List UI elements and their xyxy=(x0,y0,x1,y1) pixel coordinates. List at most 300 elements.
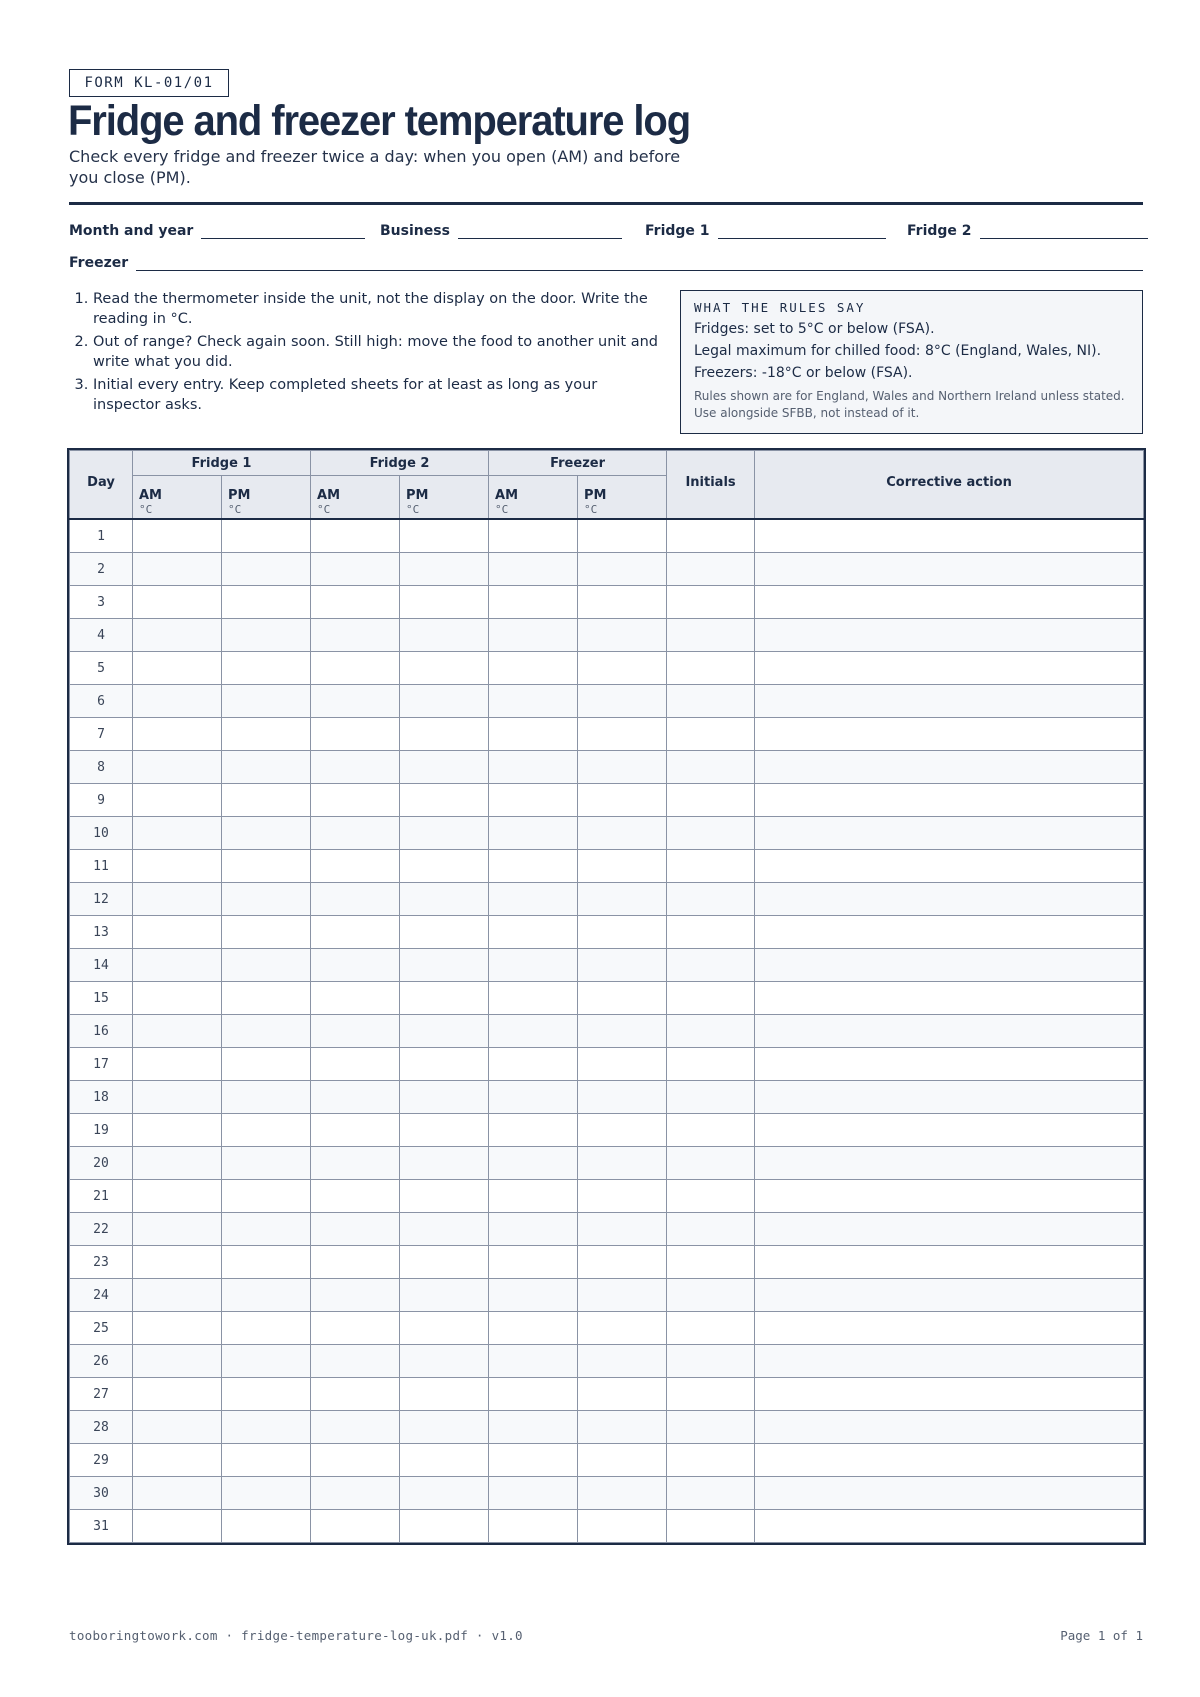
fridge2-pm-cell[interactable] xyxy=(400,1213,489,1246)
freezer-pm-cell[interactable] xyxy=(578,1114,667,1147)
corrective-action-cell[interactable] xyxy=(755,718,1144,751)
initials-cell[interactable] xyxy=(667,949,755,982)
fridge1-pm-cell[interactable] xyxy=(222,1180,311,1213)
fridge1-pm-cell[interactable] xyxy=(222,1378,311,1411)
fridge1-pm-cell[interactable] xyxy=(222,982,311,1015)
corrective-action-cell[interactable] xyxy=(755,1213,1144,1246)
freezer-am-cell[interactable] xyxy=(489,1114,578,1147)
fridge1-input-line[interactable] xyxy=(718,222,886,239)
fridge2-pm-cell[interactable] xyxy=(400,1246,489,1279)
freezer-am-cell[interactable] xyxy=(489,1246,578,1279)
day-number: 20 xyxy=(70,1147,133,1180)
fridge1-pm-cell[interactable] xyxy=(222,1246,311,1279)
initials-cell[interactable] xyxy=(667,751,755,784)
footer-source: tooboringtowork.com · fridge-temperature-log-uk.pdf · v1.0 xyxy=(69,1628,523,1643)
freezer-pm-cell[interactable] xyxy=(578,519,667,553)
fridge1-pm-cell[interactable] xyxy=(222,685,311,718)
fridge1-am-cell[interactable] xyxy=(133,1048,222,1081)
table-row xyxy=(70,1345,1144,1378)
fridge1-pm-cell[interactable] xyxy=(222,1147,311,1180)
freezer-am-cell[interactable] xyxy=(489,1180,578,1213)
initials-cell[interactable] xyxy=(667,586,755,619)
freezer-am-header xyxy=(489,476,578,520)
freezer-pm-cell[interactable] xyxy=(578,1378,667,1411)
fridge2-pm-cell[interactable] xyxy=(400,1048,489,1081)
corrective-action-cell[interactable] xyxy=(755,619,1144,652)
freezer-am-cell[interactable] xyxy=(489,1411,578,1444)
fridge1-pm-cell[interactable] xyxy=(222,883,311,916)
day-number: 8 xyxy=(70,751,133,784)
initials-cell[interactable] xyxy=(667,784,755,817)
fridge2-am-cell[interactable] xyxy=(311,784,400,817)
table-row xyxy=(70,817,1144,850)
fridge1-pm-cell[interactable] xyxy=(222,1477,311,1510)
corrective-action-cell[interactable] xyxy=(755,1378,1144,1411)
freezer-am-cell[interactable] xyxy=(489,1444,578,1477)
corrective-action-cell[interactable] xyxy=(755,1510,1144,1543)
fridge2-am-cell[interactable] xyxy=(311,619,400,652)
fridge1-am-cell[interactable] xyxy=(133,1279,222,1312)
fridge2-pm-cell[interactable] xyxy=(400,619,489,652)
initials-cell[interactable] xyxy=(667,817,755,850)
freezer-am-cell[interactable] xyxy=(489,1015,578,1048)
freezer-am-cell[interactable] xyxy=(489,784,578,817)
fridge2-am-cell[interactable] xyxy=(311,916,400,949)
month-year-input-line[interactable] xyxy=(201,222,365,239)
fridge2-am-cell[interactable] xyxy=(311,1048,400,1081)
fridge2-pm-cell[interactable] xyxy=(400,949,489,982)
freezer-pm-cell[interactable] xyxy=(578,817,667,850)
freezer-pm-cell[interactable] xyxy=(578,784,667,817)
fridge2-am-cell[interactable] xyxy=(311,1345,400,1378)
fridge1-am-cell[interactable] xyxy=(133,817,222,850)
freezer-pm-cell[interactable] xyxy=(578,619,667,652)
freezer-pm-cell[interactable] xyxy=(578,883,667,916)
freezer-pm-cell[interactable] xyxy=(578,553,667,586)
freezer-input-line[interactable] xyxy=(136,254,1143,271)
day-number: 4 xyxy=(70,619,133,652)
fridge1-pm-cell[interactable] xyxy=(222,949,311,982)
initials-cell[interactable] xyxy=(667,1279,755,1312)
fridge1-am-cell[interactable] xyxy=(133,1114,222,1147)
fridge2-pm-cell[interactable] xyxy=(400,586,489,619)
freezer-pm-cell[interactable] xyxy=(578,1180,667,1213)
freezer-field xyxy=(69,254,1143,271)
initials-column-header: Initials xyxy=(667,451,755,520)
fridge2-pm-header xyxy=(400,476,489,520)
rules-note: Rules shown are for England, Wales and Northern Ireland unless stated. Use alongside SFBB, not instead of it. xyxy=(694,389,1125,420)
day-number: 18 xyxy=(70,1081,133,1114)
initials-cell[interactable] xyxy=(667,1114,755,1147)
corrective-action-cell[interactable] xyxy=(755,1477,1144,1510)
fridge1-am-cell[interactable] xyxy=(133,982,222,1015)
fridge2-pm-cell[interactable] xyxy=(400,685,489,718)
freezer-am-cell[interactable] xyxy=(489,652,578,685)
corrective-action-cell[interactable] xyxy=(755,519,1144,553)
initials-cell[interactable] xyxy=(667,619,755,652)
table-row xyxy=(70,1114,1144,1147)
initials-cell[interactable] xyxy=(667,652,755,685)
corrective-action-cell[interactable] xyxy=(755,1015,1144,1048)
corrective-action-cell[interactable] xyxy=(755,850,1144,883)
fridge1-pm-cell[interactable] xyxy=(222,850,311,883)
fridge1-pm-cell[interactable] xyxy=(222,652,311,685)
day-number: 25 xyxy=(70,1312,133,1345)
fridge2-pm-cell[interactable] xyxy=(400,1444,489,1477)
freezer-am-cell[interactable] xyxy=(489,1081,578,1114)
fridge2-am-cell[interactable] xyxy=(311,1180,400,1213)
fridge1-am-cell[interactable] xyxy=(133,1246,222,1279)
corrective-action-cell[interactable] xyxy=(755,685,1144,718)
fridge2-am-cell[interactable] xyxy=(311,1114,400,1147)
corrective-action-cell[interactable] xyxy=(755,553,1144,586)
fridge1-label: Fridge 1 xyxy=(645,223,710,239)
initials-cell[interactable] xyxy=(667,1444,755,1477)
table-row xyxy=(70,685,1144,718)
initials-cell[interactable] xyxy=(667,553,755,586)
fridge1-am-cell[interactable] xyxy=(133,784,222,817)
corrective-action-cell[interactable] xyxy=(755,1312,1144,1345)
freezer-pm-cell[interactable] xyxy=(578,1510,667,1543)
freezer-pm-cell[interactable] xyxy=(578,1081,667,1114)
fridge1-pm-cell[interactable] xyxy=(222,619,311,652)
freezer-am-cell[interactable] xyxy=(489,982,578,1015)
fridge2-pm-cell[interactable] xyxy=(400,1015,489,1048)
rules-line: Legal maximum for chilled food: 8°C (England, Wales, NI). xyxy=(694,343,1102,359)
freezer-pm-cell[interactable] xyxy=(578,1444,667,1477)
corrective-action-cell[interactable] xyxy=(755,1114,1144,1147)
fridge1-pm-cell[interactable] xyxy=(222,1444,311,1477)
fridge1-am-cell[interactable] xyxy=(133,685,222,718)
initials-cell[interactable] xyxy=(667,1510,755,1543)
fridge2-pm-cell[interactable] xyxy=(400,751,489,784)
fridge2-am-cell[interactable] xyxy=(311,1411,400,1444)
freezer-pm-cell[interactable] xyxy=(578,1477,667,1510)
fridge1-pm-cell[interactable] xyxy=(222,1279,311,1312)
fridge2-pm-cell[interactable] xyxy=(400,1081,489,1114)
fridge1-am-cell[interactable] xyxy=(133,751,222,784)
day-number: 7 xyxy=(70,718,133,751)
corrective-action-cell[interactable] xyxy=(755,1180,1144,1213)
fridge2-am-cell[interactable] xyxy=(311,652,400,685)
fridge2-am-cell[interactable] xyxy=(311,751,400,784)
freezer-pm-cell[interactable] xyxy=(578,1279,667,1312)
fridge1-am-cell[interactable] xyxy=(133,1180,222,1213)
initials-cell[interactable] xyxy=(667,916,755,949)
fridge1-pm-cell[interactable] xyxy=(222,586,311,619)
fridge1-am-cell[interactable] xyxy=(133,553,222,586)
fridge2-am-cell[interactable] xyxy=(311,1015,400,1048)
table-row xyxy=(70,519,1144,553)
initials-cell[interactable] xyxy=(667,1213,755,1246)
fridge2-am-cell[interactable] xyxy=(311,883,400,916)
fridge2-pm-cell[interactable] xyxy=(400,1378,489,1411)
fridge2-pm-cell[interactable] xyxy=(400,1114,489,1147)
initials-cell[interactable] xyxy=(667,1378,755,1411)
fridge2-pm-cell[interactable] xyxy=(400,916,489,949)
freezer-pm-cell[interactable] xyxy=(578,1147,667,1180)
corrective-action-cell[interactable] xyxy=(755,817,1144,850)
freezer-am-cell[interactable] xyxy=(489,1048,578,1081)
fridge2-am-cell[interactable] xyxy=(311,519,400,553)
fridge1-am-cell[interactable] xyxy=(133,1345,222,1378)
corrective-action-cell[interactable] xyxy=(755,586,1144,619)
fridge1-pm-cell[interactable] xyxy=(222,1411,311,1444)
fridge2-am-cell[interactable] xyxy=(311,1279,400,1312)
day-number: 3 xyxy=(70,586,133,619)
freezer-pm-cell[interactable] xyxy=(578,850,667,883)
fridge1-am-cell[interactable] xyxy=(133,718,222,751)
fridge2-pm-cell[interactable] xyxy=(400,1345,489,1378)
fridge1-pm-cell[interactable] xyxy=(222,1081,311,1114)
fridge1-am-cell[interactable] xyxy=(133,586,222,619)
initials-cell[interactable] xyxy=(667,1180,755,1213)
freezer-pm-cell[interactable] xyxy=(578,751,667,784)
day-number: 31 xyxy=(70,1510,133,1543)
fridge1-am-cell[interactable] xyxy=(133,1213,222,1246)
fridge1-pm-cell[interactable] xyxy=(222,817,311,850)
day-number: 13 xyxy=(70,916,133,949)
freezer-pm-cell[interactable] xyxy=(578,916,667,949)
freezer-pm-cell[interactable] xyxy=(578,586,667,619)
freezer-am-cell[interactable] xyxy=(489,553,578,586)
fridge2-am-cell[interactable] xyxy=(311,949,400,982)
corrective-action-cell[interactable] xyxy=(755,883,1144,916)
fridge2-pm-cell[interactable] xyxy=(400,718,489,751)
freezer-am-cell[interactable] xyxy=(489,817,578,850)
table-row xyxy=(70,850,1144,883)
fridge2-pm-cell[interactable] xyxy=(400,850,489,883)
corrective-action-cell[interactable] xyxy=(755,1246,1144,1279)
freezer-am-cell[interactable] xyxy=(489,519,578,553)
fridge1-am-cell[interactable] xyxy=(133,1411,222,1444)
fridge2-pm-cell[interactable] xyxy=(400,1477,489,1510)
fridge2-pm-cell[interactable] xyxy=(400,1411,489,1444)
instruction-item: 2. Out of range? Check again soon. Still high: move the food to another unit and write what you did. xyxy=(93,332,669,372)
fridge2-am-cell[interactable] xyxy=(311,718,400,751)
freezer-pm-cell[interactable] xyxy=(578,949,667,982)
freezer-pm-cell[interactable] xyxy=(578,1411,667,1444)
initials-cell[interactable] xyxy=(667,1048,755,1081)
fridge1-pm-cell[interactable] xyxy=(222,1345,311,1378)
freezer-pm-cell[interactable] xyxy=(578,1048,667,1081)
fridge1-pm-cell[interactable] xyxy=(222,718,311,751)
corrective-action-cell[interactable] xyxy=(755,1147,1144,1180)
fridge1-pm-cell[interactable] xyxy=(222,1213,311,1246)
fridge1-am-cell[interactable] xyxy=(133,850,222,883)
corrective-action-cell[interactable] xyxy=(755,1345,1144,1378)
initials-cell[interactable] xyxy=(667,1477,755,1510)
freezer-am-cell[interactable] xyxy=(489,586,578,619)
fridge1-pm-cell[interactable] xyxy=(222,1510,311,1543)
corrective-action-cell[interactable] xyxy=(755,982,1144,1015)
fridge1-am-cell[interactable] xyxy=(133,1477,222,1510)
freezer-am-cell[interactable] xyxy=(489,1213,578,1246)
fridge1-am-cell[interactable] xyxy=(133,1510,222,1543)
freezer-am-cell[interactable] xyxy=(489,1312,578,1345)
fridge2-pm-cell[interactable] xyxy=(400,817,489,850)
day-number: 6 xyxy=(70,685,133,718)
table-row xyxy=(70,982,1144,1015)
fridge2-pm-cell[interactable] xyxy=(400,1147,489,1180)
fridge2-pm-cell[interactable] xyxy=(400,883,489,916)
fridge1-pm-cell[interactable] xyxy=(222,1048,311,1081)
fridge1-pm-cell[interactable] xyxy=(222,519,311,553)
fridge2-am-cell[interactable] xyxy=(311,1081,400,1114)
pm-label: PM xyxy=(584,488,607,503)
fridge2-pm-cell[interactable] xyxy=(400,652,489,685)
fridge1-pm-cell[interactable] xyxy=(222,916,311,949)
corrective-action-cell[interactable] xyxy=(755,1048,1144,1081)
fridge2-pm-cell[interactable] xyxy=(400,519,489,553)
fridge1-pm-cell[interactable] xyxy=(222,553,311,586)
fridge1-am-cell[interactable] xyxy=(133,1081,222,1114)
table-row xyxy=(70,718,1144,751)
page-subtitle: Check every fridge and freezer twice a day: when you open (AM) and before you close (PM). xyxy=(69,147,681,187)
fridge2-am-cell[interactable] xyxy=(311,1378,400,1411)
corrective-action-cell[interactable] xyxy=(755,1279,1144,1312)
rules-heading: WHAT THE RULES SAY xyxy=(694,300,866,315)
fridge2-pm-cell[interactable] xyxy=(400,1510,489,1543)
initials-cell[interactable] xyxy=(667,1312,755,1345)
fridge1-am-cell[interactable] xyxy=(133,519,222,553)
fridge2-am-cell[interactable] xyxy=(311,1444,400,1477)
corrective-action-cell[interactable] xyxy=(755,916,1144,949)
initials-cell[interactable] xyxy=(667,685,755,718)
form-code-badge: FORM KL-01/01 xyxy=(69,69,229,97)
freezer-am-cell[interactable] xyxy=(489,949,578,982)
pm-label: PM xyxy=(228,488,251,503)
fridge1-am-cell[interactable] xyxy=(133,949,222,982)
fridge1-am-cell[interactable] xyxy=(133,1378,222,1411)
day-number: 5 xyxy=(70,652,133,685)
corrective-action-cell[interactable] xyxy=(755,949,1144,982)
fridge2-am-cell[interactable] xyxy=(311,1147,400,1180)
freezer-am-cell[interactable] xyxy=(489,883,578,916)
freezer-pm-cell[interactable] xyxy=(578,685,667,718)
initials-cell[interactable] xyxy=(667,1015,755,1048)
initials-cell[interactable] xyxy=(667,718,755,751)
fridge2-am-cell[interactable] xyxy=(311,553,400,586)
rules-box xyxy=(680,290,1143,434)
fridge2-am-cell[interactable] xyxy=(311,1213,400,1246)
initials-cell[interactable] xyxy=(667,883,755,916)
fridge2-am-cell[interactable] xyxy=(311,685,400,718)
fridge1-am-cell[interactable] xyxy=(133,619,222,652)
fridge1-am-cell[interactable] xyxy=(133,1147,222,1180)
initials-cell[interactable] xyxy=(667,1345,755,1378)
fridge2-am-cell[interactable] xyxy=(311,1477,400,1510)
fridge2-am-cell[interactable] xyxy=(311,586,400,619)
freezer-pm-cell[interactable] xyxy=(578,1345,667,1378)
day-number: 30 xyxy=(70,1477,133,1510)
corrective-action-cell[interactable] xyxy=(755,784,1144,817)
fridge2-pm-cell[interactable] xyxy=(400,1279,489,1312)
am-label: AM xyxy=(495,488,519,503)
fridge2-am-cell[interactable] xyxy=(311,1510,400,1543)
table-row xyxy=(70,652,1144,685)
freezer-am-cell[interactable] xyxy=(489,751,578,784)
freezer-am-cell[interactable] xyxy=(489,1477,578,1510)
initials-cell[interactable] xyxy=(667,1411,755,1444)
fridge2-am-cell[interactable] xyxy=(311,817,400,850)
freezer-pm-cell[interactable] xyxy=(578,652,667,685)
freezer-am-cell[interactable] xyxy=(489,850,578,883)
day-number: 12 xyxy=(70,883,133,916)
corrective-action-cell[interactable] xyxy=(755,1081,1144,1114)
fridge1-pm-cell[interactable] xyxy=(222,751,311,784)
table-row xyxy=(70,1411,1144,1444)
freezer-pm-cell[interactable] xyxy=(578,1246,667,1279)
freezer-pm-cell[interactable] xyxy=(578,718,667,751)
fridge2-input-line[interactable] xyxy=(980,222,1148,239)
freezer-pm-header xyxy=(578,476,667,520)
fridge1-am-cell[interactable] xyxy=(133,1015,222,1048)
fridge1-am-cell[interactable] xyxy=(133,652,222,685)
footer-page-number: Page 1 of 1 xyxy=(1060,1628,1143,1643)
fridge2-pm-cell[interactable] xyxy=(400,553,489,586)
fridge1-am-cell[interactable] xyxy=(133,883,222,916)
freezer-am-cell[interactable] xyxy=(489,1510,578,1543)
fridge1-am-cell[interactable] xyxy=(133,1444,222,1477)
fridge2-pm-cell[interactable] xyxy=(400,982,489,1015)
fridge1-am-cell[interactable] xyxy=(133,1312,222,1345)
freezer-pm-cell[interactable] xyxy=(578,982,667,1015)
fridge2-am-cell[interactable] xyxy=(311,850,400,883)
fridge1-pm-cell[interactable] xyxy=(222,1312,311,1345)
initials-cell[interactable] xyxy=(667,1147,755,1180)
fridge1-am-cell[interactable] xyxy=(133,916,222,949)
corrective-action-cell[interactable] xyxy=(755,1411,1144,1444)
initials-cell[interactable] xyxy=(667,519,755,553)
freezer-am-cell[interactable] xyxy=(489,1378,578,1411)
corrective-action-cell[interactable] xyxy=(755,652,1144,685)
initials-cell[interactable] xyxy=(667,1081,755,1114)
corrective-action-cell[interactable] xyxy=(755,1444,1144,1477)
table-row xyxy=(70,619,1144,652)
freezer-am-cell[interactable] xyxy=(489,718,578,751)
fridge2-am-cell[interactable] xyxy=(311,1312,400,1345)
table-row xyxy=(70,586,1144,619)
freezer-am-cell[interactable] xyxy=(489,1345,578,1378)
freezer-am-cell[interactable] xyxy=(489,619,578,652)
fridge1-pm-cell[interactable] xyxy=(222,1015,311,1048)
freezer-am-cell[interactable] xyxy=(489,1279,578,1312)
freezer-pm-cell[interactable] xyxy=(578,1312,667,1345)
fridge2-pm-cell[interactable] xyxy=(400,1180,489,1213)
fridge2-am-cell[interactable] xyxy=(311,982,400,1015)
fridge1-pm-cell[interactable] xyxy=(222,1114,311,1147)
table-row xyxy=(70,1510,1144,1543)
fridge1-pm-cell[interactable] xyxy=(222,784,311,817)
log-table-body xyxy=(70,519,1144,1543)
initials-cell[interactable] xyxy=(667,1246,755,1279)
freezer-am-cell[interactable] xyxy=(489,916,578,949)
freezer-pm-cell[interactable] xyxy=(578,1015,667,1048)
freezer-am-cell[interactable] xyxy=(489,1147,578,1180)
fridge2-pm-cell[interactable] xyxy=(400,784,489,817)
initials-cell[interactable] xyxy=(667,850,755,883)
table-row xyxy=(70,1444,1144,1477)
corrective-action-cell[interactable] xyxy=(755,751,1144,784)
business-input-line[interactable] xyxy=(458,222,622,239)
freezer-pm-cell[interactable] xyxy=(578,1213,667,1246)
fridge2-pm-cell[interactable] xyxy=(400,1312,489,1345)
freezer-am-cell[interactable] xyxy=(489,685,578,718)
initials-cell[interactable] xyxy=(667,982,755,1015)
fridge2-am-cell[interactable] xyxy=(311,1246,400,1279)
table-row xyxy=(70,1147,1144,1180)
